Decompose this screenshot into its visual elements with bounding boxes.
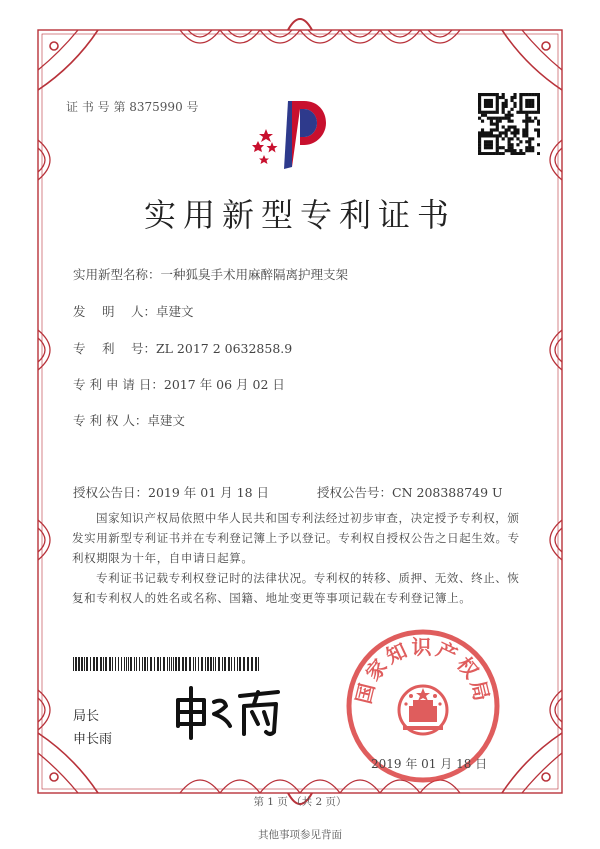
legal-status-paragraph: 专利证书记载专利权登记时的法律状况。专利权的转移、质押、无效、终止、恢复和专利权人的姓名或名称、国籍、地址变更等事项记载在专利登记簿上。	[72, 571, 520, 605]
signature-icon	[170, 682, 290, 742]
inventor-row	[73, 302, 193, 320]
patent-number: ZL 2017 2 0632858.9	[155, 341, 293, 356]
certificate-number: 证 书 号 第 8375990 号	[66, 100, 199, 114]
director-title: 局长	[73, 709, 100, 724]
patent-number-row	[73, 339, 292, 357]
grant-number-row	[317, 483, 503, 501]
grant-number: CN 208388749 U	[392, 485, 503, 500]
svg-text:国家知识产权局: 国家知识产权局	[351, 635, 495, 707]
application-date: 2017 年 06 月 02 日	[163, 377, 285, 392]
application-date-row	[73, 375, 285, 393]
field-label: 实用新型名称：	[73, 267, 161, 282]
footer-note: 其他事项参见背面	[258, 829, 342, 841]
grant-date: 2019 年 01 月 18 日	[148, 485, 270, 500]
director-name: 申长雨	[73, 732, 113, 747]
utility-model-name-row	[73, 265, 348, 283]
field-label: 专 利 号：	[73, 341, 156, 356]
page-number: 第 1 页 （共 2 页）	[253, 796, 347, 808]
field-label: 专 利 申 请 日：	[73, 377, 164, 392]
patentee-row	[73, 411, 185, 429]
field-label: 发 明 人：	[73, 304, 156, 319]
certificate-title: 实用新型专利证书	[143, 196, 456, 234]
grant-date-row	[73, 483, 269, 501]
qr-code-icon	[478, 93, 540, 155]
inventor-name: 卓建文	[155, 304, 194, 319]
grant-paragraph: 国家知识产权局依照中华人民共和国专利法经过初步审查，决定授予专利权，颁发实用新型专利证书并在专利登记簿上予以登记。专利权自授权公告之日起生效。专利权期限为十年，自申请日起算。	[72, 511, 520, 565]
barcode-icon	[73, 657, 261, 671]
seal-date: 2019 年 01 月 18 日	[371, 757, 488, 771]
sipo-logo-icon	[244, 95, 354, 175]
grant-number-label: 授权公告号：	[317, 485, 393, 500]
utility-model-name: 一种狐臭手术用麻醉隔离护理支架	[160, 267, 349, 282]
patentee-name: 卓建文	[147, 413, 185, 428]
field-label: 专 利 权 人：	[73, 413, 148, 428]
grant-date-label: 授权公告日：	[73, 485, 149, 500]
